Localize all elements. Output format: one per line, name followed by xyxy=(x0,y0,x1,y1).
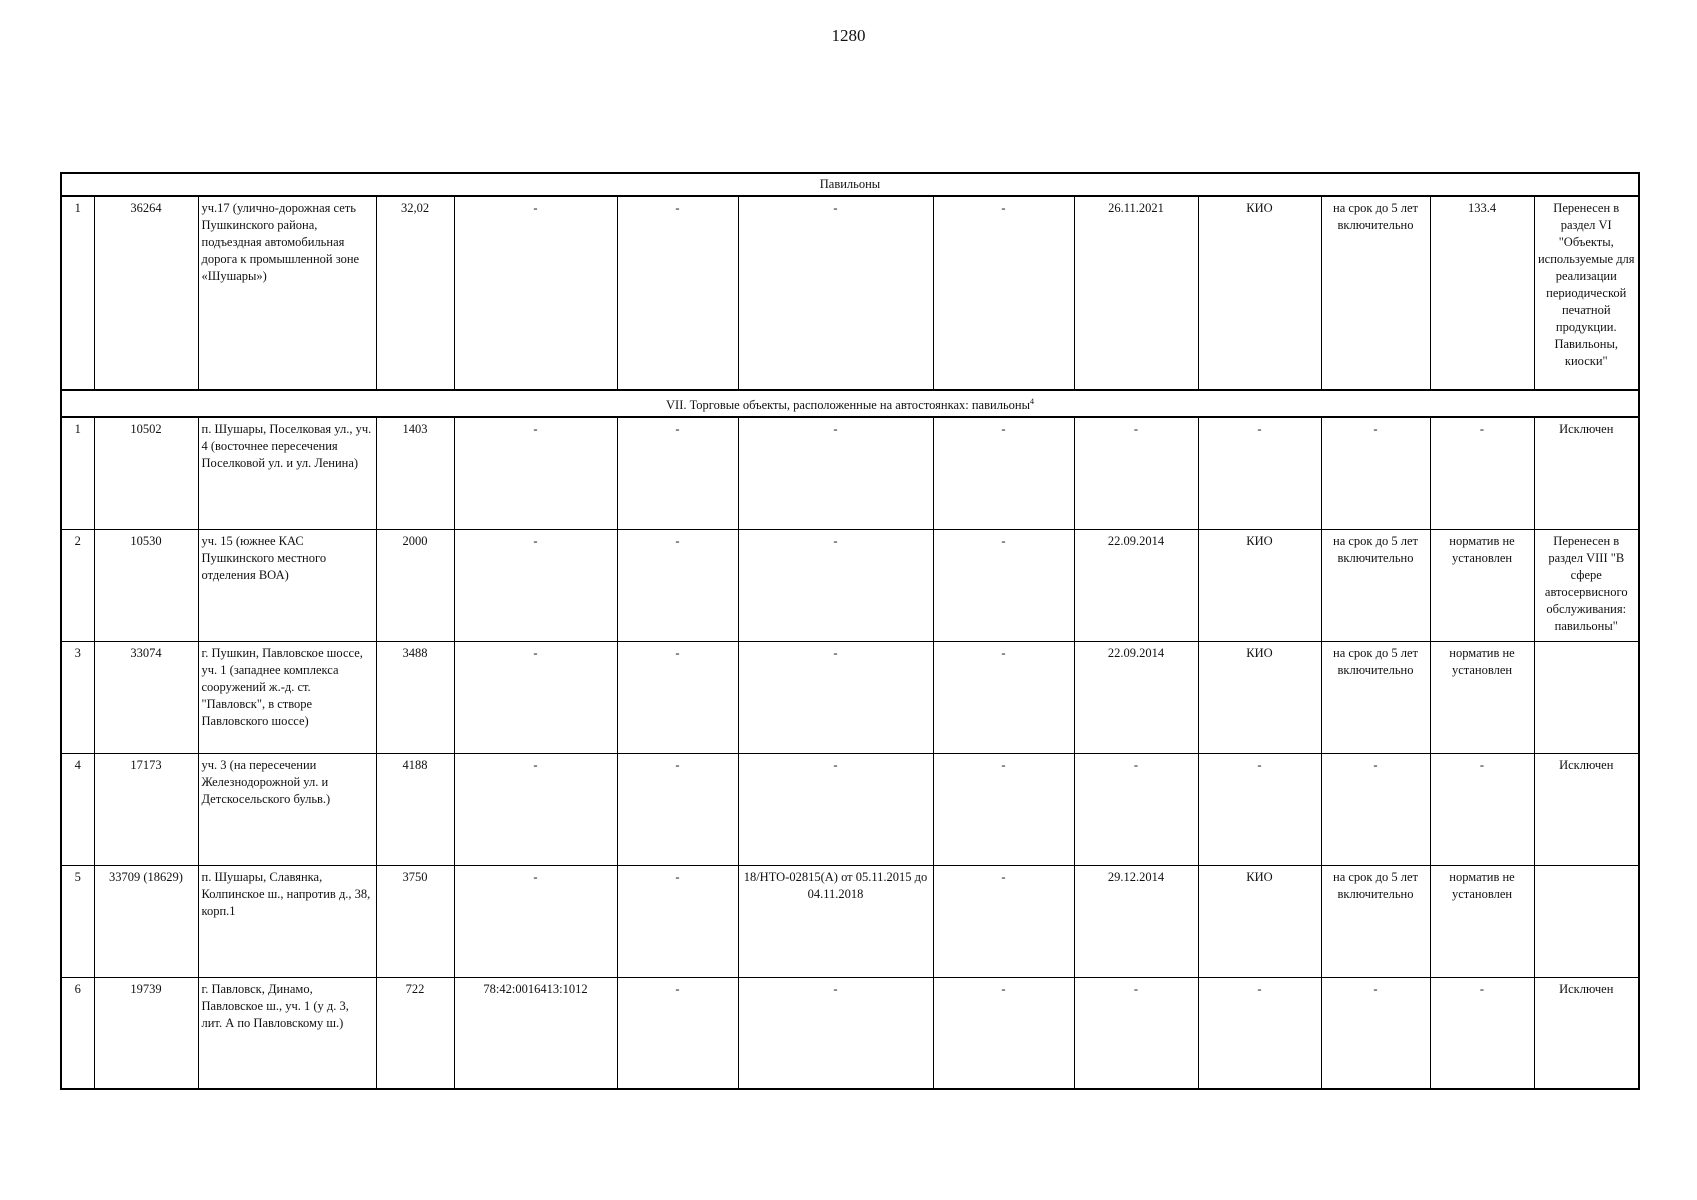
section-title: Павильоны xyxy=(61,173,1639,196)
registry-table xyxy=(60,172,1640,1090)
column-5-cell: - xyxy=(617,196,738,390)
term-cell: на срок до 5 лет включительно xyxy=(1321,865,1430,977)
term-cell: на срок до 5 лет включительно xyxy=(1321,641,1430,753)
address-cell: п. Шушары, Славянка, Колпинское ш., напротив д., 38, корп.1 xyxy=(198,865,376,977)
column-7-cell: - xyxy=(933,641,1074,753)
date-cell: - xyxy=(1074,977,1198,1089)
cadastral-cell: - xyxy=(454,529,617,641)
norm-cell: норматив не установлен xyxy=(1430,641,1534,753)
organization-cell: КИО xyxy=(1198,196,1321,390)
norm-cell: норматив не установлен xyxy=(1430,529,1534,641)
address-cell: уч. 3 (на пересечении Железнодорожной ул. и Детскосельского бульв.) xyxy=(198,753,376,865)
address-cell: уч. 15 (южнее КАС Пушкинского местного отделения ВОА) xyxy=(198,529,376,641)
contract-cell: - xyxy=(738,977,933,1089)
object-id: 10530 xyxy=(94,529,198,641)
object-id: 17173 xyxy=(94,753,198,865)
note-cell xyxy=(1534,641,1639,753)
norm-cell: - xyxy=(1430,753,1534,865)
column-7-cell: - xyxy=(933,417,1074,529)
cadastral-cell: - xyxy=(454,865,617,977)
address-cell: г. Пушкин, Павловское шоссе, уч. 1 (западнее комплекса сооружений ж.-д. ст. "Павловск", в створе Павловского шоссе) xyxy=(198,641,376,753)
area-cell: 2000 xyxy=(376,529,454,641)
contract-cell: 18/НТО-02815(А) от 05.11.2015 до 04.11.2018 xyxy=(738,865,933,977)
area-cell: 3488 xyxy=(376,641,454,753)
address-cell: г. Павловск, Динамо, Павловское ш., уч. 1 (у д. 3, лит. А по Павловскому ш.) xyxy=(198,977,376,1089)
column-5-cell: - xyxy=(617,753,738,865)
contract-cell: - xyxy=(738,417,933,529)
cadastral-cell: - xyxy=(454,417,617,529)
area-cell: 722 xyxy=(376,977,454,1089)
table-row xyxy=(61,417,1639,529)
address-cell: п. Шушары, Поселковая ул., уч. 4 (восточнее пересечения Поселковой ул. и ул. Ленина) xyxy=(198,417,376,529)
table-row xyxy=(61,529,1639,641)
object-id: 33709 (18629) xyxy=(94,865,198,977)
area-cell: 1403 xyxy=(376,417,454,529)
object-id: 36264 xyxy=(94,196,198,390)
column-5-cell: - xyxy=(617,977,738,1089)
organization-cell: - xyxy=(1198,977,1321,1089)
organization-cell: - xyxy=(1198,753,1321,865)
date-cell: 26.11.2021 xyxy=(1074,196,1198,390)
note-cell: Перенесен в раздел VI "Объекты, используемые для реализации периодической печатной продукции. Павильоны, киоски" xyxy=(1534,196,1639,390)
note-cell xyxy=(1534,865,1639,977)
column-7-cell: - xyxy=(933,753,1074,865)
footnote-mark: 4 xyxy=(1029,397,1034,406)
table-row xyxy=(61,753,1639,865)
table-row xyxy=(61,977,1639,1089)
table-row xyxy=(61,196,1639,390)
note-cell: Исключен xyxy=(1534,417,1639,529)
column-5-cell: - xyxy=(617,529,738,641)
cadastral-cell: 78:42:0016413:1012 xyxy=(454,977,617,1089)
term-cell: на срок до 5 лет включительно xyxy=(1321,196,1430,390)
term-cell: на срок до 5 лет включительно xyxy=(1321,529,1430,641)
note-cell: Исключен xyxy=(1534,977,1639,1089)
row-number: 4 xyxy=(61,753,94,865)
cadastral-cell: - xyxy=(454,753,617,865)
object-id: 33074 xyxy=(94,641,198,753)
date-cell: 22.09.2014 xyxy=(1074,641,1198,753)
note-cell: Исключен xyxy=(1534,753,1639,865)
area-cell: 4188 xyxy=(376,753,454,865)
page-number: 1280 xyxy=(831,26,866,45)
row-number: 3 xyxy=(61,641,94,753)
contract-cell: - xyxy=(738,641,933,753)
section-title xyxy=(61,390,1639,417)
column-7-cell: - xyxy=(933,529,1074,641)
norm-cell: 133.4 xyxy=(1430,196,1534,390)
cadastral-cell: - xyxy=(454,641,617,753)
column-7-cell: - xyxy=(933,865,1074,977)
row-number: 1 xyxy=(61,196,94,390)
note-cell: Перенесен в раздел VIII "В сфере автосервисного обслуживания: павильоны" xyxy=(1534,529,1639,641)
term-cell: - xyxy=(1321,977,1430,1089)
term-cell: - xyxy=(1321,753,1430,865)
organization-cell: КИО xyxy=(1198,529,1321,641)
date-cell: 22.09.2014 xyxy=(1074,529,1198,641)
column-7-cell: - xyxy=(933,977,1074,1089)
norm-cell: - xyxy=(1430,417,1534,529)
date-cell: 29.12.2014 xyxy=(1074,865,1198,977)
date-cell: - xyxy=(1074,753,1198,865)
column-5-cell: - xyxy=(617,865,738,977)
table-row xyxy=(61,641,1639,753)
area-cell: 32,02 xyxy=(376,196,454,390)
section-header-pavilions xyxy=(61,173,1639,196)
term-cell: - xyxy=(1321,417,1430,529)
column-5-cell: - xyxy=(617,417,738,529)
row-number: 5 xyxy=(61,865,94,977)
address-cell: уч.17 (улично-дорожная сеть Пушкинского района, подъездная автомобильная дорога к промышленной зоне «Шушары») xyxy=(198,196,376,390)
contract-cell: - xyxy=(738,196,933,390)
row-number: 6 xyxy=(61,977,94,1089)
row-number: 1 xyxy=(61,417,94,529)
cadastral-cell: - xyxy=(454,196,617,390)
section-title-text: VII. Торговые объекты, расположенные на автостоянках: павильоны xyxy=(666,398,1030,413)
organization-cell: КИО xyxy=(1198,641,1321,753)
norm-cell: - xyxy=(1430,977,1534,1089)
date-cell: - xyxy=(1074,417,1198,529)
column-7-cell: - xyxy=(933,196,1074,390)
organization-cell: КИО xyxy=(1198,865,1321,977)
row-number: 2 xyxy=(61,529,94,641)
organization-cell: - xyxy=(1198,417,1321,529)
contract-cell: - xyxy=(738,529,933,641)
column-5-cell: - xyxy=(617,641,738,753)
object-id: 19739 xyxy=(94,977,198,1089)
norm-cell: норматив не установлен xyxy=(1430,865,1534,977)
table-row xyxy=(61,865,1639,977)
section-header-vii xyxy=(61,390,1639,417)
area-cell: 3750 xyxy=(376,865,454,977)
contract-cell: - xyxy=(738,753,933,865)
object-id: 10502 xyxy=(94,417,198,529)
